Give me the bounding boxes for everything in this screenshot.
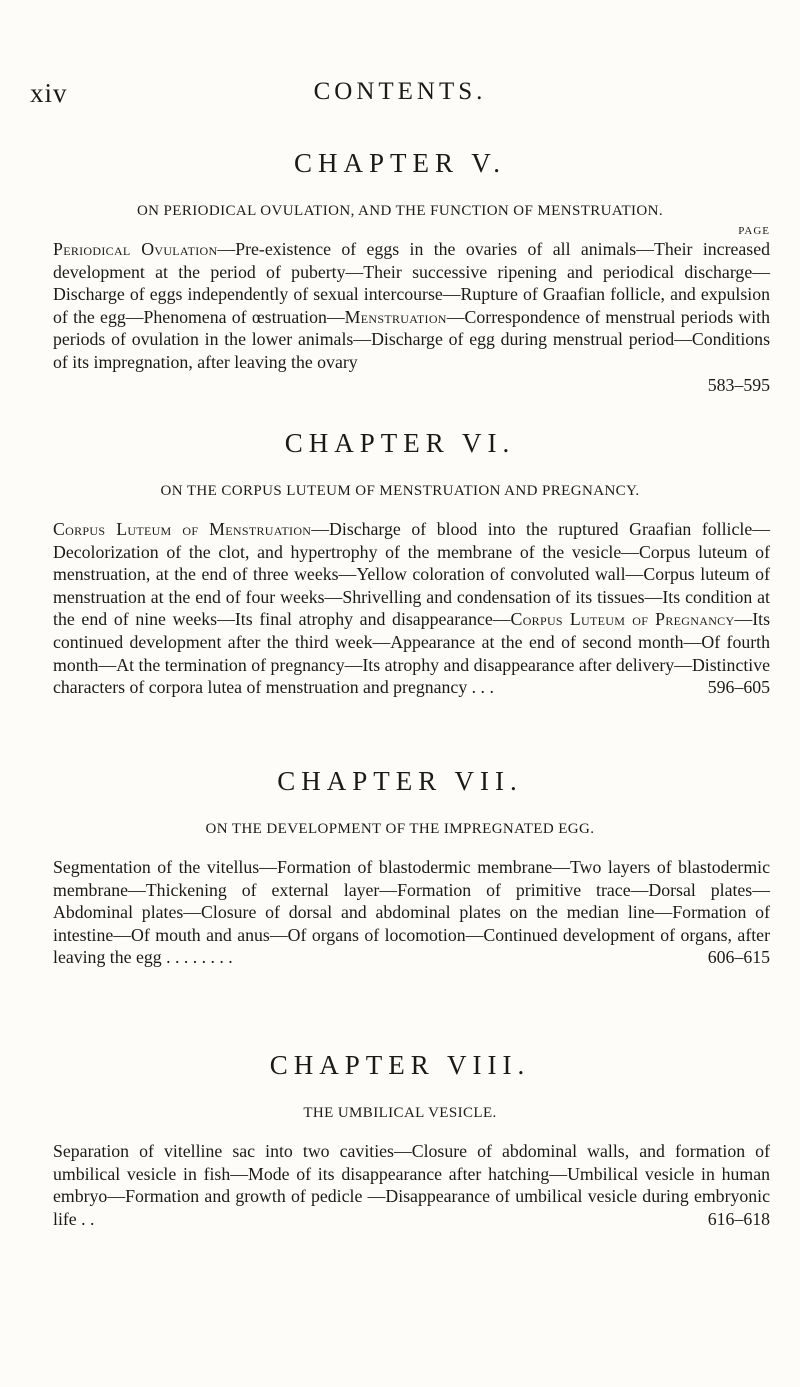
summary-run: —Pre-existence of eggs in the ovaries of all animals—Their increased development at the period of puberty—Their successive ripening and periodical discharge—Discharge of eggs independently of sexual intercourse—Rupture of Graafian follicle, and expulsion of the egg—Phenomena of œstruation— — [53, 239, 770, 327]
summary-run: —Its continued development after the third week—Appearance at the end of second month—Of fourth month—At the termination of pregnancy—Its atrophy and disappearance after delivery—Distinctive characters of corpora lutea of menstruation and pregnancy . . . — [53, 609, 770, 698]
chapter-subtitle: THE UMBILICAL VESICLE. — [303, 1105, 497, 1121]
chapter-subtitle: ON THE DEVELOPMENT OF THE IMPREGNATED EGG. — [205, 821, 595, 837]
running-head — [0, 78, 800, 112]
summary-run: —Discharge of blood into the ruptured Graafian follicle—Decolorization of the clot, and hypertrophy of the membrane of the vesicle—Corpus luteum of menstruation, at the end of three weeks—Yellow coloration of convoluted wall—Corpus luteum of menstruation at the end of four weeks—Shrivelling and condensation of its tissues—Its condition at the end of nine weeks—Its final atrophy and disappearance— — [53, 519, 770, 630]
chapter-heading: CHAPTER V. — [293, 148, 507, 178]
chapter-summary — [53, 238, 770, 396]
summary-run: —Correspondence of menstrual periods with periods of ovulation in the lower animals—Discharge of egg during menstrual period—Conditions of its impregnation, after leaving the ovary — [53, 306, 771, 372]
chapter-vii — [0, 765, 800, 969]
summary-run: Periodical Ovulation — [53, 239, 218, 259]
summary-run: Separation of vitelline sac into two cavities—Closure of abdominal walls, and formation of umbilical vesicle in fish—Mode of its disappearance after hatching—Umbilical vesicle in human embryo—Formation and growth of pedicle —Disappearance of umbilical vesicle during embryonic life . . — [53, 1141, 770, 1229]
running-title: CONTENTS. — [313, 78, 487, 105]
summary-run: Corpus Luteum of Menstruation — [53, 519, 312, 539]
chapter-summary — [53, 518, 770, 699]
page-column-label: PAGE — [738, 225, 770, 237]
chapter-vi — [0, 427, 800, 699]
chapter-summary — [53, 856, 770, 969]
summary-run: Menstruation — [344, 306, 447, 327]
chapter-viii — [0, 1049, 800, 1230]
chapter-heading: CHAPTER VI. — [284, 428, 516, 458]
chapter-subtitle: ON PERIODICAL OVULATION, AND THE FUNCTION OF MENSTRUATION. — [136, 203, 664, 219]
page-number: xiv — [30, 78, 68, 108]
page-range: 583–595 — [707, 374, 770, 395]
chapter-summary — [53, 1140, 770, 1230]
chapter-subtitle: ON THE CORPUS LUTEUM OF MENSTRUATION AND PREGNANCY. — [160, 483, 640, 499]
page-range: 596–605 — [707, 677, 770, 698]
chapter-v — [0, 147, 800, 396]
page-range: 606–615 — [707, 947, 770, 968]
summary-run: Corpus Luteum of Pregnancy — [510, 609, 735, 630]
summary-run: Segmentation of the vitellus—Formation of blastodermic membrane—Two layers of blastodermic membrane—Thickening of external layer—Formation of primitive trace—Dorsal plates—Abdominal plates—Closure of dorsal and abdominal plates on the median line—Formation of intestine—Of mouth and anus—Of organs of locomotion—Continued development of organs, after leaving the egg . . . . . . . . — [53, 857, 770, 968]
chapter-heading: CHAPTER VII. — [277, 766, 523, 796]
page-range: 616–618 — [707, 1208, 770, 1229]
chapter-heading: CHAPTER VIII. — [269, 1050, 531, 1080]
